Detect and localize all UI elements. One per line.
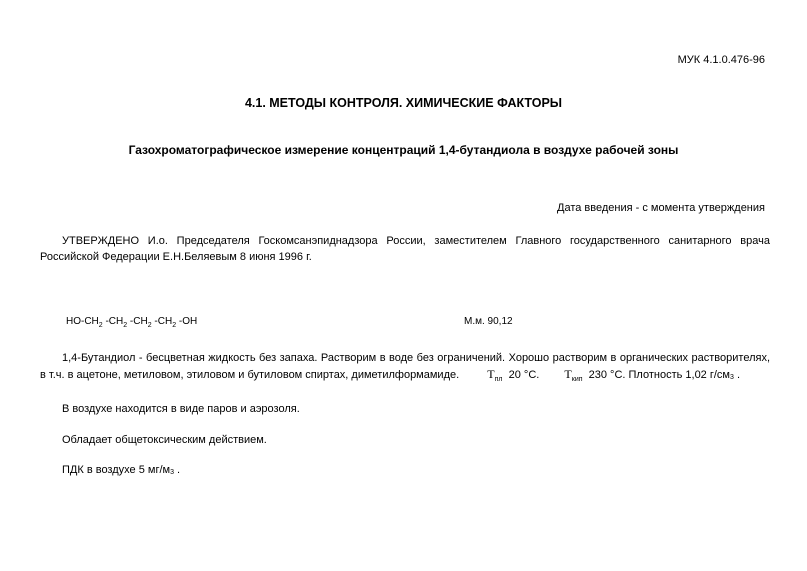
- structural-formula: [66, 316, 197, 329]
- formula-part: HO-CH: [66, 316, 99, 327]
- formula-part: -OH: [176, 316, 198, 327]
- density-power: 3: [730, 374, 734, 381]
- formula-subscript: 2: [172, 322, 177, 329]
- melting-temp-value: 20 °С.: [508, 369, 540, 381]
- toxicity-paragraph: Обладает общетоксическим действием.: [62, 434, 267, 446]
- melting-temp-symbol: T: [487, 367, 495, 381]
- density-text: Плотность 1,02 г/см: [628, 369, 730, 381]
- formula-subscript: 2: [98, 322, 103, 329]
- formula-part: -CH: [127, 316, 148, 327]
- approval-paragraph: УТВЕРЖДЕНО И.о. Председателя Госкомсанэпиднадзора России, заместителем Главного государственного санитарного врача Российской Федерации Е.Н.Беляевым 8 июня 1996 г.: [40, 235, 770, 263]
- properties-paragraph: [40, 350, 770, 388]
- boiling-temp-value: 230 °С.: [588, 369, 626, 381]
- density-end: .: [736, 369, 741, 381]
- section-title: 4.1. МЕТОДЫ КОНТРОЛЯ. ХИМИЧЕСКИЕ ФАКТОРЫ: [244, 96, 563, 110]
- molar-mass: М.м. 90,12: [464, 316, 513, 327]
- formula-subscript: 2: [123, 322, 128, 329]
- pdk-text: ПДК в воздухе 5 мг/м: [62, 464, 171, 476]
- boiling-temp-symbol: T: [564, 367, 572, 381]
- formula-part: -CH: [102, 316, 124, 327]
- document-code: МУК 4.1.0.476-96: [677, 54, 765, 66]
- state-paragraph: В воздухе находится в виде паров и аэрозоля.: [62, 403, 300, 415]
- boiling-temp-subscript: кип: [571, 376, 583, 383]
- formula-part: -CH: [151, 316, 173, 327]
- introduction-date: Дата введения - с момента утверждения: [557, 202, 765, 214]
- document-title: Газохроматографическое измерение концентраций 1,4-бутандиола в воздухе рабочей зоны: [128, 143, 679, 157]
- melting-temp-subscript: пл: [494, 376, 503, 383]
- pdk-end: .: [177, 464, 181, 476]
- properties-text: 1,4-Бутандиол - бесцветная жидкость без запаха. Растворим в воде без ограничений. Хорошо растворим в органических растворителях, в т.ч. в ацетоне, метиловом, этиловом и бутиловом спиртах, диметилформамиде.: [40, 352, 770, 381]
- pdk-paragraph: [40, 462, 770, 481]
- formula-subscript: 2: [147, 322, 152, 329]
- pdk-power: 3: [170, 469, 174, 476]
